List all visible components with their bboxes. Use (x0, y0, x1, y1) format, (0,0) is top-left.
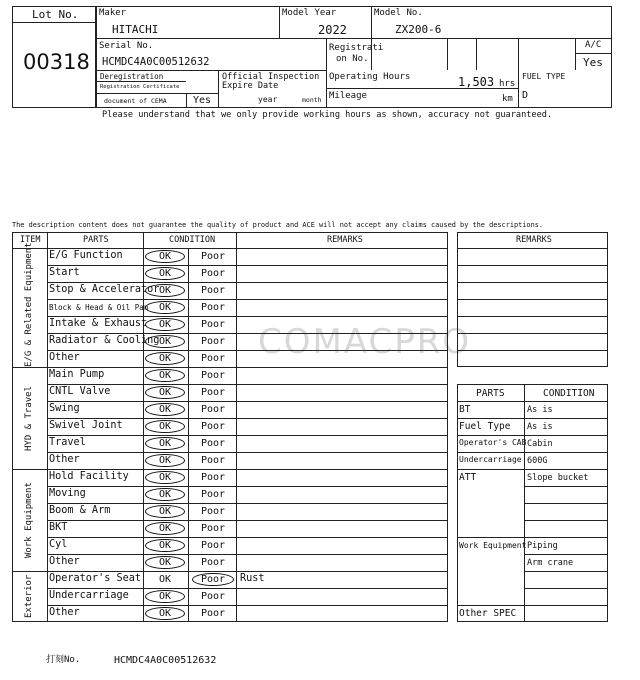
poor-option[interactable]: Poor (200, 540, 226, 551)
parts-row-line (524, 503, 608, 504)
part-name: Radiator & Cooling (49, 335, 160, 346)
poor-option[interactable]: Poor (200, 591, 226, 602)
remarks-row-line (457, 265, 608, 266)
parts-row-line (457, 401, 608, 402)
serial-label: Serial No. (99, 41, 154, 51)
hours-value: 1,503 (458, 75, 495, 89)
poor-option[interactable]: Poor (200, 285, 226, 296)
poor-option[interactable]: Poor (200, 506, 226, 517)
row-divider (47, 537, 448, 538)
fuel-value: D (522, 90, 529, 101)
ok-option[interactable]: OK (145, 386, 185, 399)
work-equipment-label: Work Equipment (459, 541, 527, 550)
ok-option[interactable]: OK (145, 590, 185, 603)
row-divider (47, 605, 448, 606)
inspection-label-1: Official Inspection (222, 72, 320, 82)
parts-row-line (524, 486, 608, 487)
ac-value: Yes (583, 56, 603, 69)
parts-row-line (457, 605, 608, 606)
column-divider (47, 232, 48, 622)
ok-option[interactable]: OK (145, 301, 185, 314)
fuel-label: FUEL TYPE (522, 72, 566, 81)
ok-option[interactable]: OK (145, 318, 185, 331)
poor-option[interactable]: Poor (200, 370, 226, 381)
ok-option[interactable]: OK (145, 505, 185, 518)
part-name: Swivel Joint (49, 420, 123, 431)
remarks-row-line (457, 299, 608, 300)
part-name: Cyl (49, 539, 68, 550)
ok-option[interactable]: OK (145, 556, 185, 569)
parts-row-line (524, 588, 608, 589)
parts-row-line (457, 418, 608, 419)
parts-row-line (524, 520, 608, 521)
parts-name: Undercarriage (459, 455, 522, 464)
att-label: ATT (459, 472, 477, 483)
part-name: Intake & Exhaust (49, 318, 148, 329)
disclaimer: The description content does not guarantee the quality of product and ACE will not accept any claims caused by the descriptions. (12, 221, 544, 229)
part-name: Stop & Accelerator (49, 284, 160, 295)
part-name: Other (49, 454, 80, 465)
parts-row-line (524, 554, 608, 555)
poor-option[interactable]: Poor (200, 387, 226, 398)
condition-header: CONDITION (543, 388, 595, 399)
poor-option[interactable]: Poor (200, 523, 226, 534)
ok-option[interactable]: OK (145, 471, 185, 484)
row-divider (47, 486, 448, 487)
engraved-number: HCMDC4A0C00512632 (114, 655, 217, 666)
ok-option[interactable]: OK (145, 250, 185, 263)
row-divider (47, 316, 448, 317)
row-divider (47, 435, 448, 436)
ok-option[interactable]: OK (145, 437, 185, 450)
group-label: Work Equipment (24, 482, 34, 558)
col-remarks-header: REMARKS (327, 235, 363, 245)
part-name: Undercarriage (49, 590, 129, 601)
parts-name: Fuel Type (459, 421, 511, 432)
poor-option[interactable]: Poor (200, 251, 226, 262)
row-divider (47, 418, 448, 419)
work-equipment-value: Piping (527, 541, 558, 551)
year-label: year (258, 95, 278, 104)
row-divider (12, 469, 448, 470)
group-label: E/G & Related Equipment (24, 242, 34, 367)
parts-condition: As is (527, 405, 553, 415)
parts-row-line (457, 469, 608, 470)
part-name: Operator's Seat (49, 573, 142, 584)
row-divider (47, 588, 448, 589)
poor-option[interactable]: Poor (200, 608, 226, 619)
cema-value: Yes (193, 95, 212, 106)
parts-header: PARTS (476, 388, 505, 399)
hrs-unit: hrs (499, 79, 516, 89)
poor-option[interactable]: Poor (200, 268, 226, 279)
row-divider (12, 367, 448, 368)
ok-option[interactable]: OK (145, 335, 185, 348)
group-label: HYD & Travel (24, 385, 34, 451)
row-divider (47, 265, 448, 266)
poor-option[interactable]: Poor (200, 336, 226, 347)
parts-row-line (457, 435, 608, 436)
work-equipment-value: Arm crane (527, 558, 574, 568)
remarks-header: REMARKS (516, 235, 552, 245)
part-name: Block & Head & Oil Pan (49, 303, 149, 312)
remark-text: Rust (240, 573, 265, 584)
part-name: Main Pump (49, 369, 105, 380)
poor-option[interactable]: Poor (192, 573, 234, 586)
engraved-label: 打刻No. (46, 655, 81, 665)
model-year-label: Model Year (282, 8, 337, 18)
model-no-value: ZX200-6 (395, 23, 442, 36)
part-name: Hold Facility (49, 471, 129, 482)
cema-label: document of CEMA (104, 97, 167, 105)
ok-option[interactable]: OK (145, 267, 185, 280)
lot-number: 00318 (23, 50, 90, 74)
registration-label-2: on No. (336, 54, 369, 64)
registration-label-1: Registrati (329, 43, 384, 53)
hours-notice: Please understand that we only provide working hours as shown, accuracy not guaranteed. (102, 110, 553, 120)
poor-option[interactable]: Poor (200, 353, 226, 364)
part-name: CNTL Valve (49, 386, 111, 397)
part-name: Other (49, 607, 80, 618)
ok-option[interactable]: OK (145, 607, 185, 620)
ok-option[interactable]: OK (145, 539, 185, 552)
maker-label: Maker (99, 8, 127, 18)
parts-row-line (457, 452, 608, 453)
remarks-row-line (457, 350, 608, 351)
poor-option[interactable]: Poor (200, 489, 226, 500)
col-condition-header: CONDITION (169, 235, 216, 245)
poor-option[interactable]: Poor (200, 421, 226, 432)
parts-row-line (457, 537, 608, 538)
row-divider (47, 554, 448, 555)
poor-option[interactable]: Poor (200, 404, 226, 415)
att-value: Slope bucket (527, 473, 589, 483)
row-divider (47, 520, 448, 521)
inspection-label-2: Expire Date (222, 81, 279, 91)
parts-row-line (524, 571, 608, 572)
col-parts-header: PARTS (83, 235, 109, 245)
row-divider (47, 384, 448, 385)
parts-name: Operator's CAB (459, 438, 527, 447)
part-name: Start (49, 267, 80, 278)
lot-label: Lot No. (32, 8, 79, 21)
remarks-row-line (457, 282, 608, 283)
ok-option[interactable]: OK (145, 352, 185, 365)
dereg-label: Deregistration (100, 72, 164, 81)
parts-condition: As is (527, 422, 553, 432)
poor-option[interactable]: Poor (200, 455, 226, 466)
ac-label: A/C (585, 40, 602, 50)
poor-option[interactable]: Poor (200, 319, 226, 330)
ok-option[interactable]: OK (145, 420, 185, 433)
ok-option[interactable]: OK (145, 522, 185, 535)
column-divider (236, 232, 237, 622)
row-divider (47, 333, 448, 334)
poor-option[interactable]: Poor (200, 557, 226, 568)
remarks-row-line (457, 333, 608, 334)
poor-option[interactable]: Poor (200, 472, 226, 483)
parts-condition: Cabin (527, 439, 553, 449)
part-name: BKT (49, 522, 68, 533)
parts-name: BT (459, 404, 471, 415)
parts-condition: 600G (527, 456, 548, 466)
part-name: Other (49, 352, 80, 363)
remarks-row-line (457, 316, 608, 317)
remarks-row-line (457, 248, 608, 249)
row-divider (12, 571, 448, 572)
km-unit: km (502, 94, 513, 104)
ok-option[interactable]: OK (145, 454, 185, 467)
poor-option[interactable]: Poor (200, 438, 226, 449)
row-divider (47, 282, 448, 283)
part-name: Moving (49, 488, 86, 499)
header-divider (12, 248, 448, 249)
reg-cert-label: Registration Certificate (100, 84, 180, 90)
col-item-header: ITEM (20, 235, 41, 245)
row-divider (47, 452, 448, 453)
row-divider (47, 401, 448, 402)
ok-option[interactable]: OK (145, 284, 185, 297)
poor-option[interactable]: Poor (200, 302, 226, 313)
mileage-label: Mileage (329, 91, 367, 101)
other-spec-label: Other SPEC (459, 608, 517, 619)
part-name: E/G Function (49, 250, 123, 261)
part-name: Boom & Arm (49, 505, 111, 516)
part-name: Travel (49, 437, 86, 448)
ok-option[interactable]: OK (145, 403, 185, 416)
maker-value: HITACHI (112, 23, 159, 36)
row-divider (47, 350, 448, 351)
part-name: Other (49, 556, 80, 567)
ok-option[interactable]: OK (145, 369, 185, 382)
model-no-label: Model No. (374, 8, 423, 18)
hours-label: Operating Hours (329, 72, 411, 82)
row-divider (47, 503, 448, 504)
group-label: Exterior (24, 574, 34, 619)
part-name: Swing (49, 403, 80, 414)
row-divider (47, 299, 448, 300)
month-label: month (302, 96, 322, 104)
ok-option[interactable]: OK (145, 488, 185, 501)
watermark: COMACPRO (258, 322, 472, 362)
model-year-value: 2022 (318, 23, 347, 37)
serial-value: HCMDC4A0C00512632 (102, 56, 210, 68)
ok-option[interactable]: OK (158, 574, 172, 585)
